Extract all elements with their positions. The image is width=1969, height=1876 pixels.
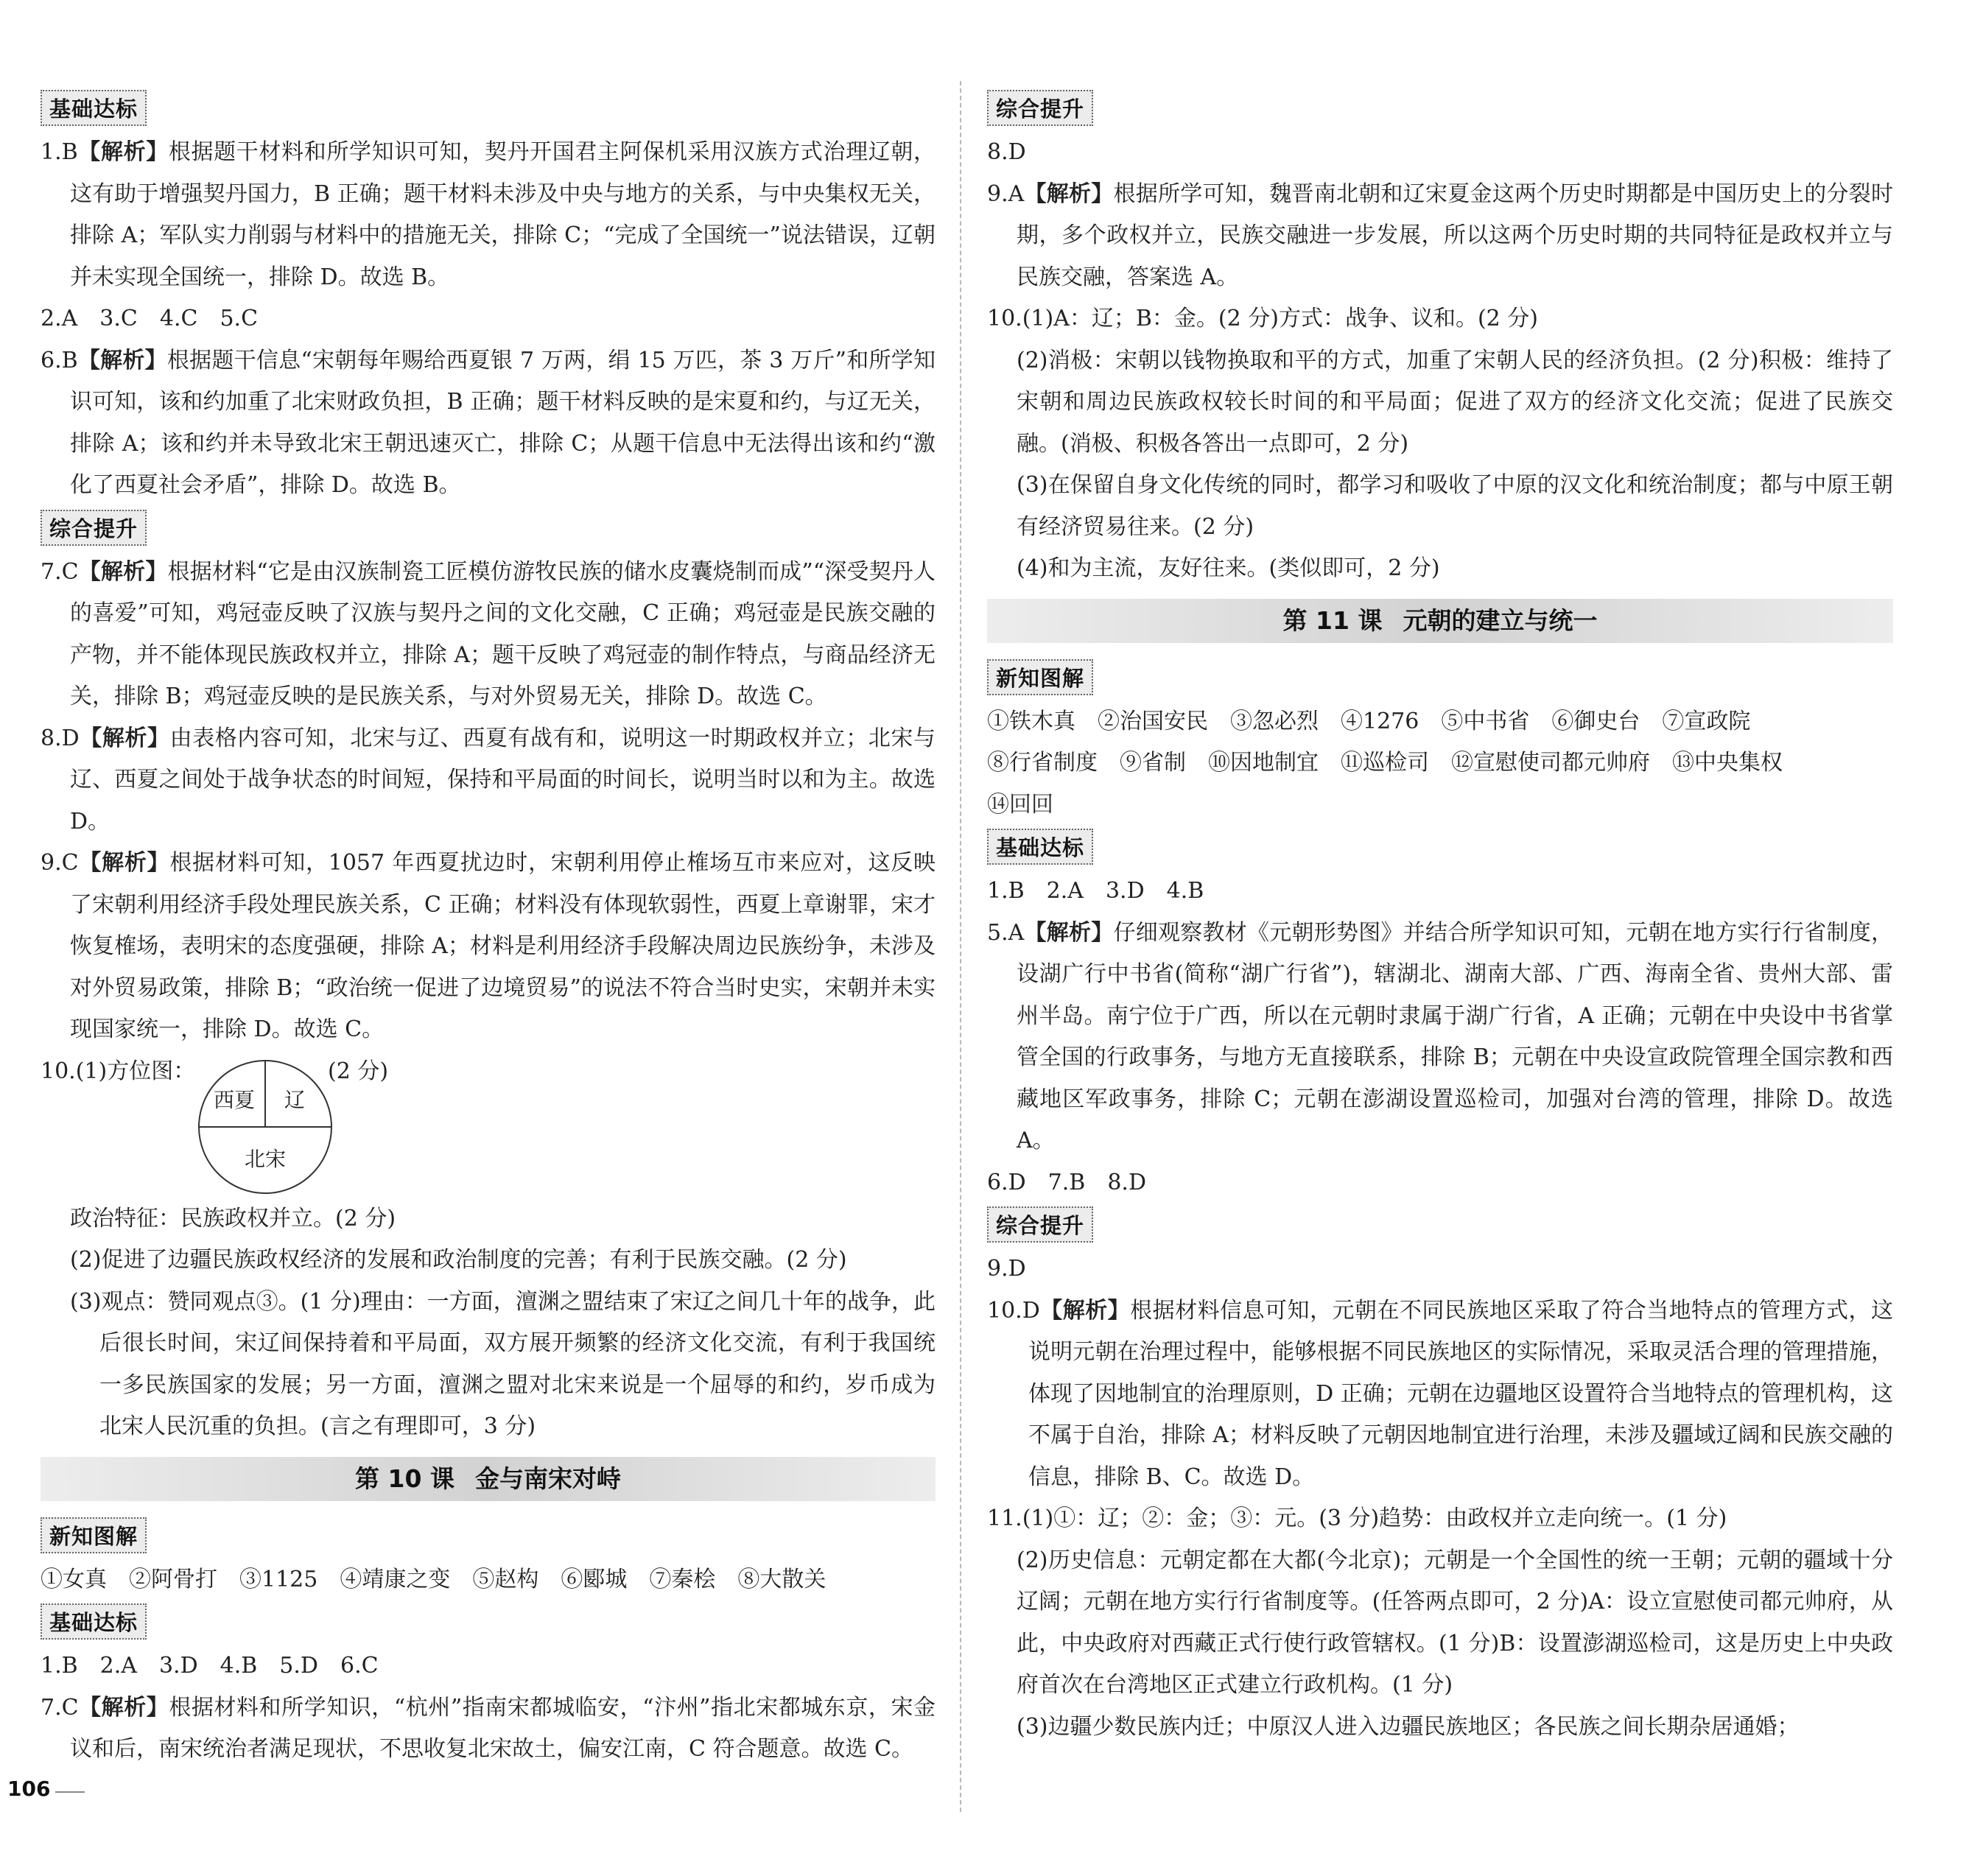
lesson-11-knowledge-items-1: ①铁木真 ②治国安民 ③忽必烈 ④1276 ⑤中书省 ⑥御史台 ⑦宣政院 (987, 708, 1751, 734)
section-tag-new-knowledge-right: 新知图解 (987, 659, 1093, 695)
lesson-10-banner: 第 10 课 金与南宋对峙 (41, 1457, 936, 1501)
left-column (41, 87, 936, 1771)
lesson-11-banner: 第 11 课 元朝的建立与统一 (987, 599, 1893, 643)
section-tag-advanced: 综合提升 (41, 510, 147, 546)
answer-10-part2: (2)促进了边疆民族政权经济的发展和政治制度的完善；有利于民族交融。(2 分) (70, 1247, 847, 1273)
position-map-diagram (195, 1057, 335, 1197)
section-tag-basic-right: 基础达标 (987, 829, 1093, 865)
answer-7: 7.C【解析】根据材料“它是由汉族制瓷工匠模仿游牧民族的储水皮囊烧制而成”“深受契丹人的喜爱”可知，鸡冠壶反映了汉族与契丹之间的文化交融，C 正确；鸡冠壶是民族交融的产物，并不能体现民族政权并立，排除 A；题干反映了鸡冠壶的制作特点，与商品经济无关，排除 B；鸡冠壶反映的是民族关系，与对外贸易无关，排除 D。故选 C。 (41, 558, 936, 709)
answer-8-right: 8.D (987, 139, 1026, 165)
lesson-10-knowledge-items: ①女真 ②阿骨打 ③1125 ④靖康之变 ⑤赵构 ⑥郾城 ⑦秦桧 ⑧大散关 (41, 1566, 826, 1592)
lesson-11-knowledge-items-3: ⑭回回 (987, 791, 1053, 818)
answer-10-part3: (3)观点：赞同观点③。(1 分)理由：一方面，澶渊之盟结束了宋辽之间几十年的战争，此后很长时间，宋辽间保持着和平局面，双方展开频繁的经济文化交流，有利于我国统一多民族国家的发展；另一方面，澶渊之盟对北宋来说是一个屈辱的和约，岁币成为北宋人民沉重的负担。(言之有理即可，3 分) (70, 1288, 936, 1439)
map-label-liao: 辽 (284, 1087, 306, 1112)
answer-10-map-row (41, 1051, 936, 1198)
lesson-11-answers-1-4: 1.B 2.A 3.D 4.B (987, 878, 1204, 904)
answer-10-part1-feature: 政治特征：民族政权并立。(2 分) (70, 1205, 396, 1232)
map-label-xixia: 西夏 (213, 1087, 256, 1112)
map-label-beisong: 北宋 (244, 1146, 287, 1171)
column-divider (960, 81, 961, 1812)
answer-10-part3-right: (3)在保留自身文化传统的同时，都学习和吸收了中原的汉文化和统治制度；都与中原王朝有经济贸易往来。(2 分) (1017, 472, 1893, 540)
answer-6: 6.B【解析】根据题干信息“宋朝每年赐给西夏银 7 万两，绢 15 万匹，茶 3 万斤”和所学知识可知，该和约加重了北宋财政负担，B 正确；题干材料反映的是宋夏和约，与辽无关，排除 A；该和约并未导致北宋王朝迅速灭亡，排除 C；从题干信息中无法得出该和约“激化了西夏社会矛盾”，排除 D。故选 B。 (41, 347, 936, 498)
answer-10-part4-right: (4)和为主流，友好往来。(类似即可，2 分) (1017, 555, 1440, 581)
page-number: 106 (7, 1777, 51, 1801)
lesson-11-answer-10: 10.D【解析】根据材料信息可知，元朝在不同民族地区采取了符合当地特点的管理方式，这说明元朝在治理过程中，能够根据不同民族地区的实际情况，采取灵活合理的管理措施，体现了因地制宜的治理原则，D 正确；元朝在边疆地区设置符合当地特点的管理机构，这不属于自治，排除 A；材料反映了元朝因地制宜进行治理，未涉及疆域辽阔和民族交融的信息，排除 B、C。故选 D。 (987, 1297, 1894, 1490)
lesson-11-answer-5: 5.A【解析】仔细观察教材《元朝形势图》并结合所学知识可知，元朝在地方实行行省制度，设湖广行中书省(简称“湖广行省”)，辖湖北、湖南大部、广西、海南全省、贵州大部、雷州半岛。南宁位于广西，所以在元朝时隶属于湖广行省，A 正确；元朝在中央设中书省掌管全国的行政事务，与地方无直接联系，排除 B；元朝在中央设宣政院管理全国宗教和西藏地区军政事务，排除 C；元朝在澎湖设置巡检司，加强对台湾的管理，排除 D。故选 A。 (987, 919, 1894, 1153)
answer-9: 9.C【解析】根据材料可知，1057 年西夏扰边时，宋朝利用停止榷场互市来应对，这反映了宋朝利用经济手段处理民族关系，C 正确；材料没有体现软弱性，西夏上章谢罪，宋才恢复榷场，表明宋的态度强硬，排除 A；材料是利用经济手段解决周边民族纷争，未涉及对外贸易政策，排除 B；“政治统一促进了边境贸易”的说法不符合当时史实，宋朝并未实现国家统一，排除 D。故选 C。 (41, 850, 936, 1042)
footer-rule (55, 1791, 85, 1793)
lesson-11-answers-6-8: 6.D 7.B 8.D (987, 1169, 1147, 1195)
answer-1: 1.B【解析】根据题干材料和所学知识可知，契丹开国君主阿保机采用汉族方式治理辽朝，这有助于增强契丹国力，B 正确；题干材料未涉及中央与地方的关系，与中央集权无关，排除 A；军队实力削弱与材料中的措施无关，排除 C；“完成了全国统一”说法错误，辽朝并未实现全国统一，排除 D。故选 B。 (41, 139, 936, 290)
answer-10-points: (2 分) (328, 1058, 389, 1084)
section-tag-basic: 基础达标 (41, 90, 147, 126)
answer-10-part1-right: 10.(1)A：辽；B：金。(2 分)方式：战争、议和。(2 分) (987, 306, 1538, 331)
answer-10-part2-right: (2)消极：宋朝以钱物换取和平的方式，加重了宋朝人民的经济负担。(2 分)积极：维持了宋朝和周边民族政权较长时间的和平局面；促进了双方的经济文化交流；促进了民族交融。(消极、积极各答出一点即可，2 分) (1017, 347, 1893, 457)
lesson-10-answers-1-6: 1.B 2.A 3.D 4.B 5.D 6.C (41, 1653, 379, 1679)
section-tag-advanced-right-2: 综合提升 (987, 1206, 1093, 1243)
answer-10-label: 10.(1)方位图： (41, 1058, 196, 1084)
answer-8: 8.D【解析】由表格内容可知，北宋与辽、西夏有战有和，说明这一时期政权并立；北宋与辽、西夏之间处于战争状态的时间短，保持和平局面的时间长，说明当时以和为主。故选 D。 (41, 725, 936, 835)
lesson-11-answer-11-part3: (3)边疆少数民族内迁；中原汉人进入边疆民族地区；各民族之间长期杂居通婚； (1017, 1713, 1800, 1740)
lesson-10-answer-7: 7.C【解析】根据材料和所学知识，“杭州”指南宋都城临安，“汴州”指北宋都城东京，宋金议和后，南宋统治者满足现状，不思收复北宋故土，偏安江南，C 符合题意。故选 C。 (41, 1694, 936, 1762)
section-tag-new-knowledge: 新知图解 (41, 1517, 147, 1553)
section-tag-basic-2: 基础达标 (41, 1603, 147, 1640)
lesson-11-knowledge-items-2: ⑧行省制度 ⑨省制 ⑩因地制宜 ⑪巡检司 ⑫宣慰使司都元帅府 ⑬中央集权 (987, 750, 1783, 776)
lesson-11-answer-11-part2: (2)历史信息：元朝定都在大都(今北京)；元朝是一个全国性的统一王朝；元朝的疆域十分辽阔；元朝在地方实行行省制度等。(任答两点即可，2 分)A：设立宣慰使司都元帅府，从此，中央政府对西藏正式行使行政管辖权。(1 分)B：设置澎湖巡检司，这是历史上中央政府首次在台湾地区正式建立行政机构。(1 分) (1017, 1547, 1893, 1698)
answers-2-5: 2.A 3.C 4.C 5.C (41, 306, 259, 331)
lesson-11-answer-11-part1: 11.(1)①：辽；②：金；③：元。(3 分)趋势：由政权并立走向统一。(1 分) (987, 1506, 1727, 1531)
section-tag-advanced-right: 综合提升 (987, 90, 1093, 126)
right-column (987, 87, 1893, 1748)
answer-9-right: 9.A【解析】根据所学可知，魏晋南北朝和辽宋夏金这两个历史时期都是中国历史上的分裂时期，多个政权并立，民族交融进一步发展，所以这两个历史时期的共同特征是政权并立与民族交融，答案选 A。 (987, 180, 1894, 290)
lesson-11-answer-9: 9.D (987, 1256, 1026, 1282)
